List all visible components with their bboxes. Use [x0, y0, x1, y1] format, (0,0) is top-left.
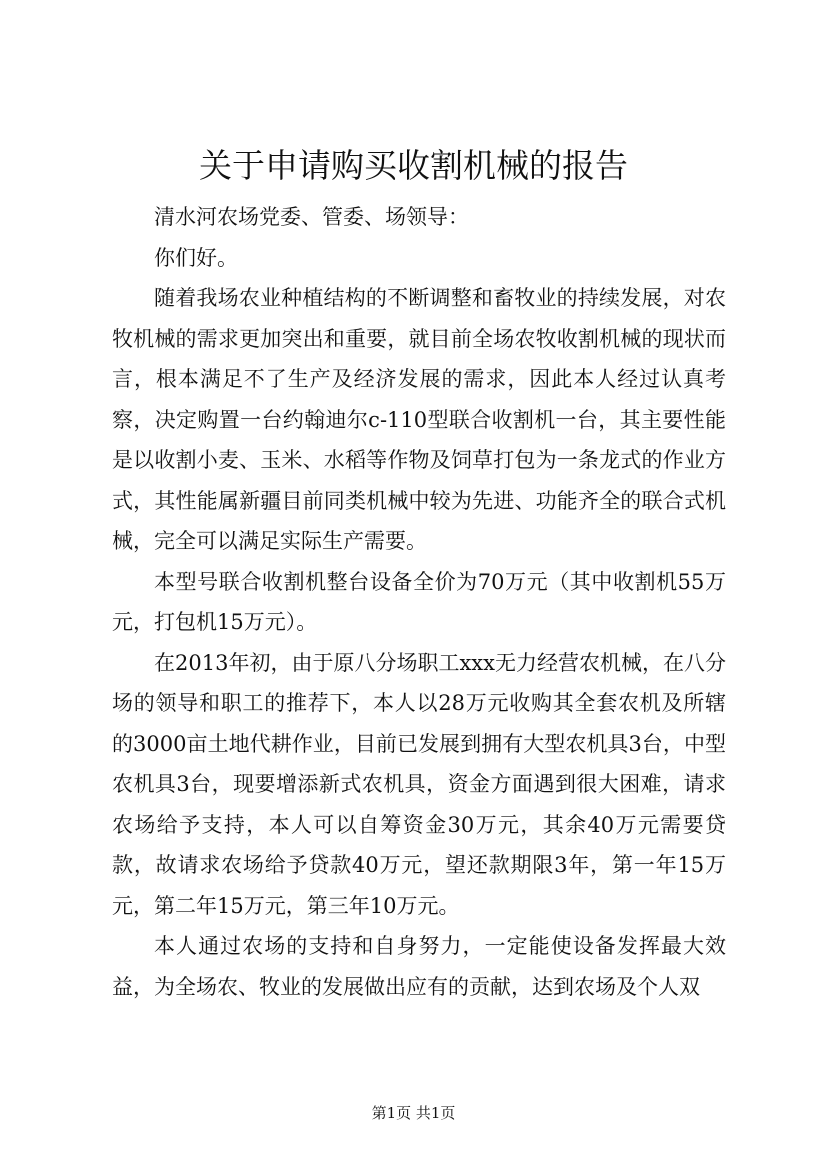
paragraph-4: 本人通过农场的支持和自身努力，一定能使设备发挥最大效益，为全场农、牧业的发展做出应有的贡献，达到农场及个人双	[112, 934, 726, 999]
page-number-footer: 第1页 共1页	[371, 1104, 456, 1122]
document-title: 关于申请购买收割机械的报告	[199, 146, 628, 185]
greeting: 你们好。	[154, 245, 238, 270]
salutation: 清水河农场党委、管委、场领导：	[154, 205, 469, 229]
paragraph-1: 随着我场农业种植结构的不断调整和畜牧业的持续发展，对农牧机械的需求更加突出和重要，就目前全场农牧收割机械的现状而言，根本满足不了生产及经济发展的需求，因此本人经过认真考察，决定购置一台约翰迪尔c-110型联合收割机一台，其主要性能是以收割小麦、玉米、水稻等作物及饲草打包为一条龙式的作业方式，其性能属新疆目前同类机械中较为先进、功能齐全的联合式机械，完全可以满足实际生产需要。	[112, 286, 726, 553]
paragraph-2: 本型号联合收割机整台设备全价为70万元（其中收割机55万元，打包机15万元）。	[112, 569, 726, 634]
paragraph-3: 在2013年初，由于原八分场职工xxx无力经营农机械，在八分场的领导和职工的推荐下，本人以28万元收购其全套农机及所辖的3000亩土地代耕作业，目前已发展到拥有大型农机具3台，中型农机具3台，现要增添新式农机具，资金方面遇到很大困难，请求农场给予支持，本人可以自筹资金30万元，其余40万元需要贷款，故请求农场给予贷款40万元，望还款期限3年，第一年15万元，第二年15万元，第三年10万元。	[112, 650, 726, 918]
document-body	[112, 197, 726, 1007]
